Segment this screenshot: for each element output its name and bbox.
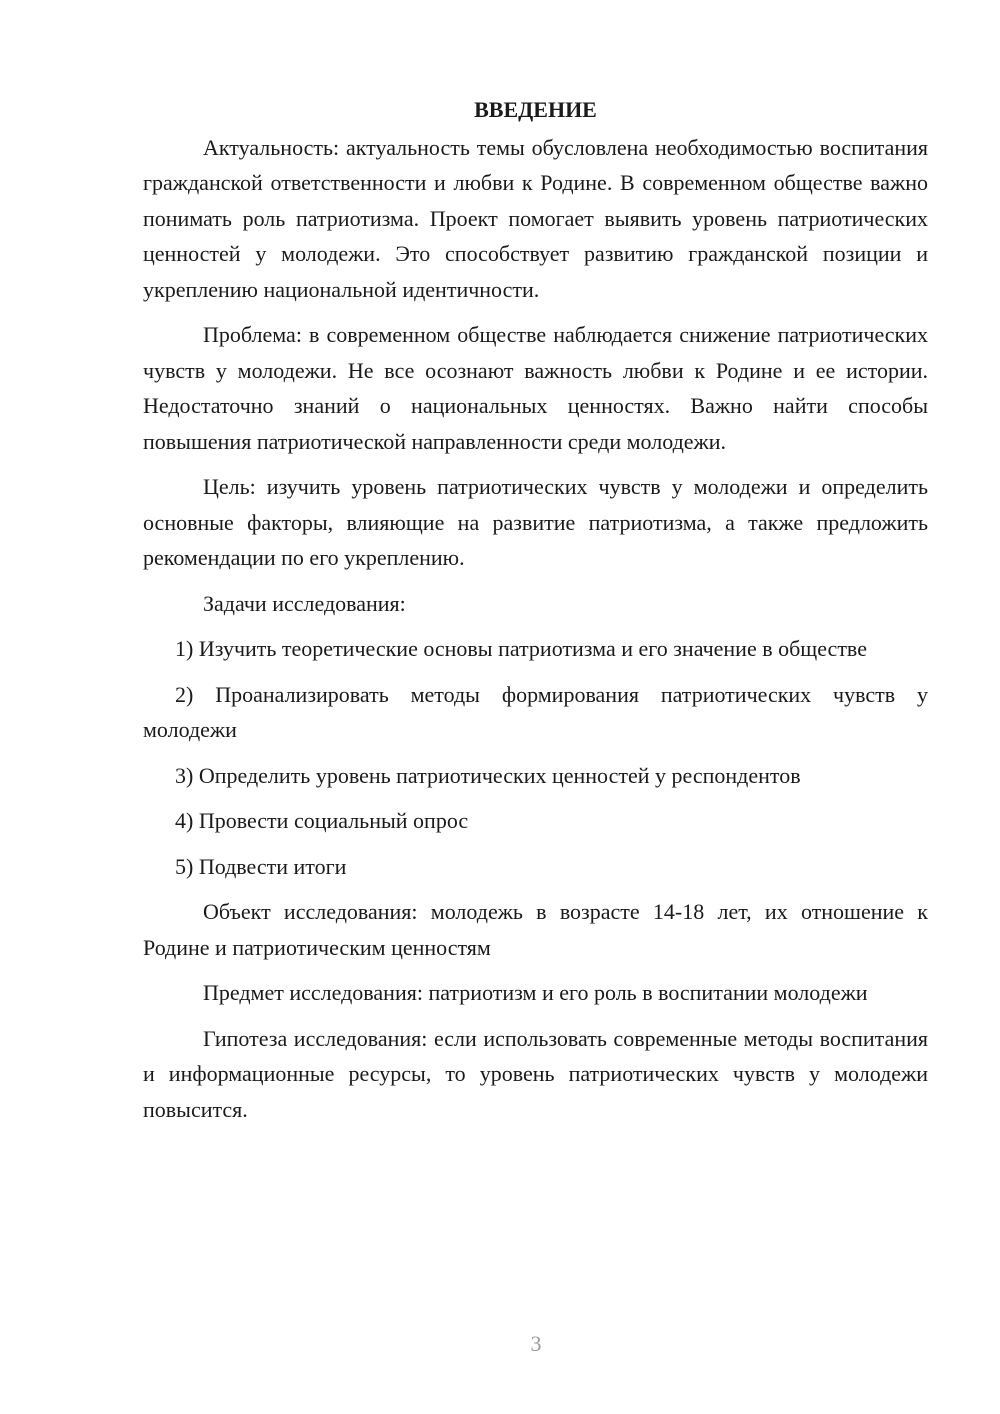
paragraph-goal: Цель: изучить уровень патриотических чувств у молодежи и определить основные факторы, влияющие на развитие патриотизма, а также предложить рекомендации по его укреплению. [143, 474, 928, 570]
paragraph-problem: Проблема: в современном обществе наблюдается снижение патриотических чувств у молодежи. Не все осознают важность любви к Родине и ее истории. Недостаточно знаний о национальных ценностях. Важно найти способы повышения патриотической направленности среди молодежи. [143, 322, 928, 454]
page-title: ВВЕДЕНИЕ [474, 97, 597, 122]
task-item: 4) Провести социальный опрос [175, 808, 469, 833]
paragraph-subject: Предмет исследования: патриотизм и его роль в воспитании молодежи [203, 980, 868, 1005]
paragraph-relevance: Актуальность: актуальность темы обусловлена необходимостью воспитания гражданской ответственности и любви к Родине. В современном обществе важно понимать роль патриотизма. Проект помогает выявить уровень патриотических ценностей у молодежи. Это способствует развитию гражданской позиции и укреплению национальной идентичности. [143, 134, 928, 302]
task-item: 1) Изучить теоретические основы патриотизма и его значение в обществе [175, 636, 867, 661]
page-number: 3 [530, 1331, 542, 1356]
paragraph-object: Объект исследования: молодежь в возрасте 14-18 лет, их отношение к Родине и патриотическим ценностям [143, 899, 928, 960]
paragraph-hypothesis: Гипотеза исследования: если использовать современные методы воспитания и информационные ресурсы, то уровень патриотических чувств у молодежи повысится. [143, 1025, 928, 1122]
task-item: 2) Проанализировать методы формирования патриотических чувств у молодежи [143, 681, 928, 742]
tasks-heading: Задачи исследования: [203, 590, 406, 616]
page-content [143, 92, 928, 1137]
task-item: 3) Определить уровень патриотических ценностей у респондентов [175, 762, 801, 788]
task-item: 5) Подвести итоги [175, 853, 347, 879]
